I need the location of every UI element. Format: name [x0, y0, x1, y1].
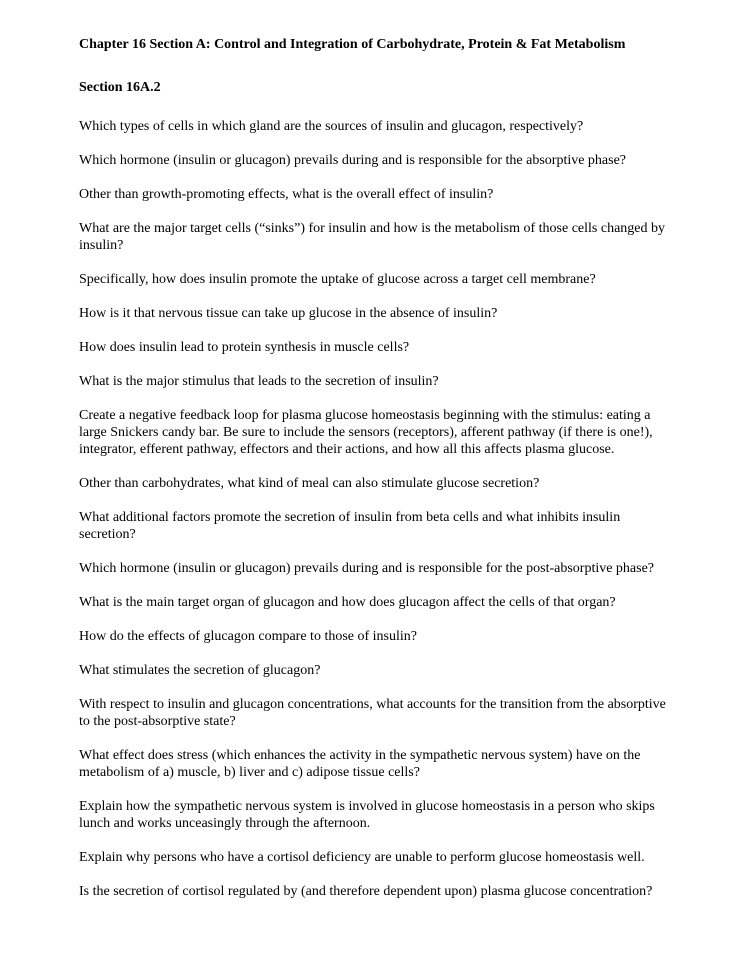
question: Create a negative feedback loop for plasma glucose homeostasis beginning with the stimulus: eating a large Snickers candy bar. Be sure to include the sensors (receptors), afferent pathway (if there is one!), integrator, efferent pathway, effectors and their actions, and how all this affects plasma glucose. [79, 408, 653, 457]
question: How does insulin lead to protein synthesis in muscle cells? [79, 340, 410, 355]
question: How is it that nervous tissue can take up glucose in the absence of insulin? [79, 306, 498, 321]
question: Explain why persons who have a cortisol deficiency are unable to perform glucose homeostasis well. [79, 850, 645, 865]
question: Other than growth-promoting effects, what is the overall effect of insulin? [79, 187, 494, 202]
question: Explain how the sympathetic nervous system is involved in glucose homeostasis in a person who skips lunch and works unceasingly through the afternoon. [79, 799, 655, 831]
question: What additional factors promote the secretion of insulin from beta cells and what inhibits insulin secretion? [79, 510, 621, 542]
question: Specifically, how does insulin promote the uptake of glucose across a target cell membrane? [79, 272, 596, 287]
question: How do the effects of glucagon compare to those of insulin? [79, 629, 417, 644]
question: Which hormone (insulin or glucagon) prevails during and is responsible for the absorptive phase? [79, 153, 627, 168]
question: With respect to insulin and glucagon concentrations, what accounts for the transition from the absorptive to the post-absorptive state? [79, 697, 666, 729]
question: What is the major stimulus that leads to the secretion of insulin? [79, 374, 439, 389]
question: What effect does stress (which enhances the activity in the sympathetic nervous system) have on the metabolism of a) muscle, b) liver and c) adipose tissue cells? [79, 748, 641, 780]
question: What stimulates the secretion of glucagon? [79, 663, 321, 678]
question: What is the main target organ of glucagon and how does glucagon affect the cells of that organ? [79, 595, 616, 610]
question: Which types of cells in which gland are the sources of insulin and glucagon, respectively? [79, 119, 584, 134]
question-list [79, 118, 679, 900]
section-heading: Section 16A.2 [79, 80, 161, 95]
document-page [79, 36, 679, 917]
question: What are the major target cells (“sinks”) for insulin and how is the metabolism of those cells changed by insulin? [79, 221, 666, 253]
question: Other than carbohydrates, what kind of meal can also stimulate glucose secretion? [79, 476, 540, 491]
chapter-title: Chapter 16 Section A: Control and Integration of Carbohydrate, Protein & Fat Metabolism [79, 37, 626, 52]
question: Which hormone (insulin or glucagon) prevails during and is responsible for the post-absorptive phase? [79, 561, 655, 576]
question: Is the secretion of cortisol regulated by (and therefore dependent upon) plasma glucose concentration? [79, 884, 653, 899]
